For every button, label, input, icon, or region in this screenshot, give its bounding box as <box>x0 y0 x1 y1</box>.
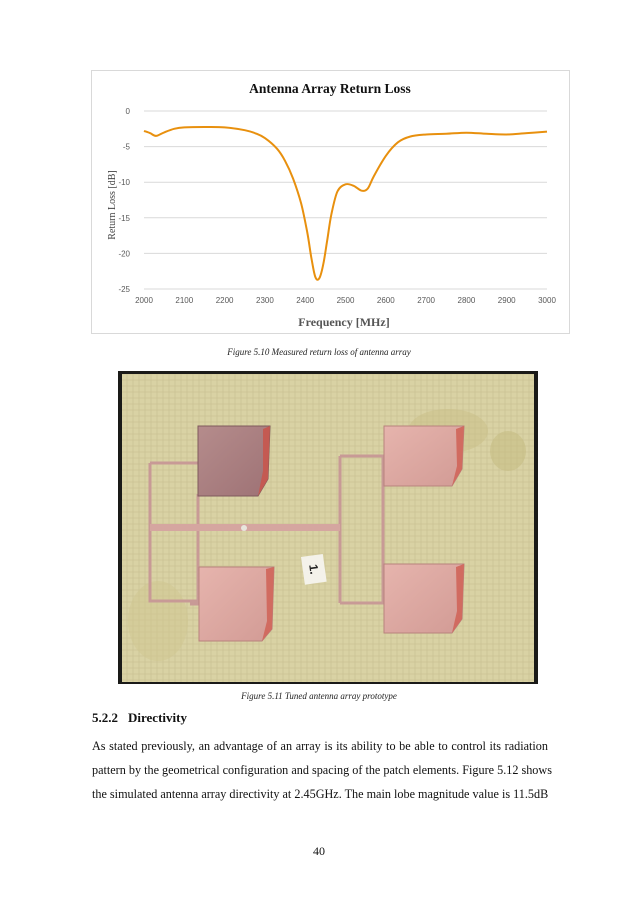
body-paragraph <box>92 734 552 806</box>
chart-title: Antenna Array Return Loss <box>249 81 411 96</box>
x-tick-label: 2900 <box>497 296 516 305</box>
section-title: Directivity <box>128 710 187 725</box>
label-card <box>301 554 327 585</box>
y-tick-label: -25 <box>118 285 130 294</box>
x-tick-label: 3000 <box>538 296 556 305</box>
y-axis-label: Return Loss [dB] <box>107 170 118 240</box>
x-tick-label: 2100 <box>175 296 194 305</box>
x-tick-label: 2000 <box>135 296 153 305</box>
return-loss-chart-svg <box>92 71 569 333</box>
paragraph-line: the simulated antenna array directivity at 2.45GHz. The main lobe magnitude value is 11.5dB <box>92 787 549 801</box>
paragraph-line: pattern by the geometrical configuration and spacing of the patch elements. Figure 5.12 shows <box>92 763 552 777</box>
x-axis-label: Frequency [MHz] <box>298 315 390 329</box>
x-tick-label: 2700 <box>417 296 435 305</box>
section-number: 5.2.2 <box>92 710 118 725</box>
paragraph-line: As stated previously, an advantage of an array is its ability to be able to control its radiation <box>92 739 548 753</box>
page-number: 40 <box>313 844 325 858</box>
x-tick-label: 2800 <box>457 296 476 305</box>
x-tick-label: 2300 <box>256 296 274 305</box>
y-tick-label: -5 <box>122 142 130 152</box>
return-loss-chart <box>91 70 570 334</box>
section-heading <box>92 710 187 726</box>
y-tick-label: 0 <box>125 107 130 116</box>
return-loss-series-line <box>144 127 547 280</box>
x-tick-label: 2400 <box>296 296 315 305</box>
figure-5-11-caption: Figure 5.11 Tuned antenna array prototype <box>241 691 397 701</box>
svg-text:1.: 1. <box>306 563 322 576</box>
x-tick-label: 2600 <box>376 296 395 305</box>
y-tick-label: -10 <box>118 178 130 188</box>
y-tick-label: -20 <box>118 249 130 259</box>
figure-5-10-caption: Figure 5.10 Measured return loss of antenna array <box>227 347 411 357</box>
y-tick-label: -15 <box>118 213 130 223</box>
x-tick-label: 2500 <box>336 296 355 305</box>
antenna-prototype-photo <box>118 371 538 684</box>
x-tick-label: 2200 <box>215 296 234 305</box>
